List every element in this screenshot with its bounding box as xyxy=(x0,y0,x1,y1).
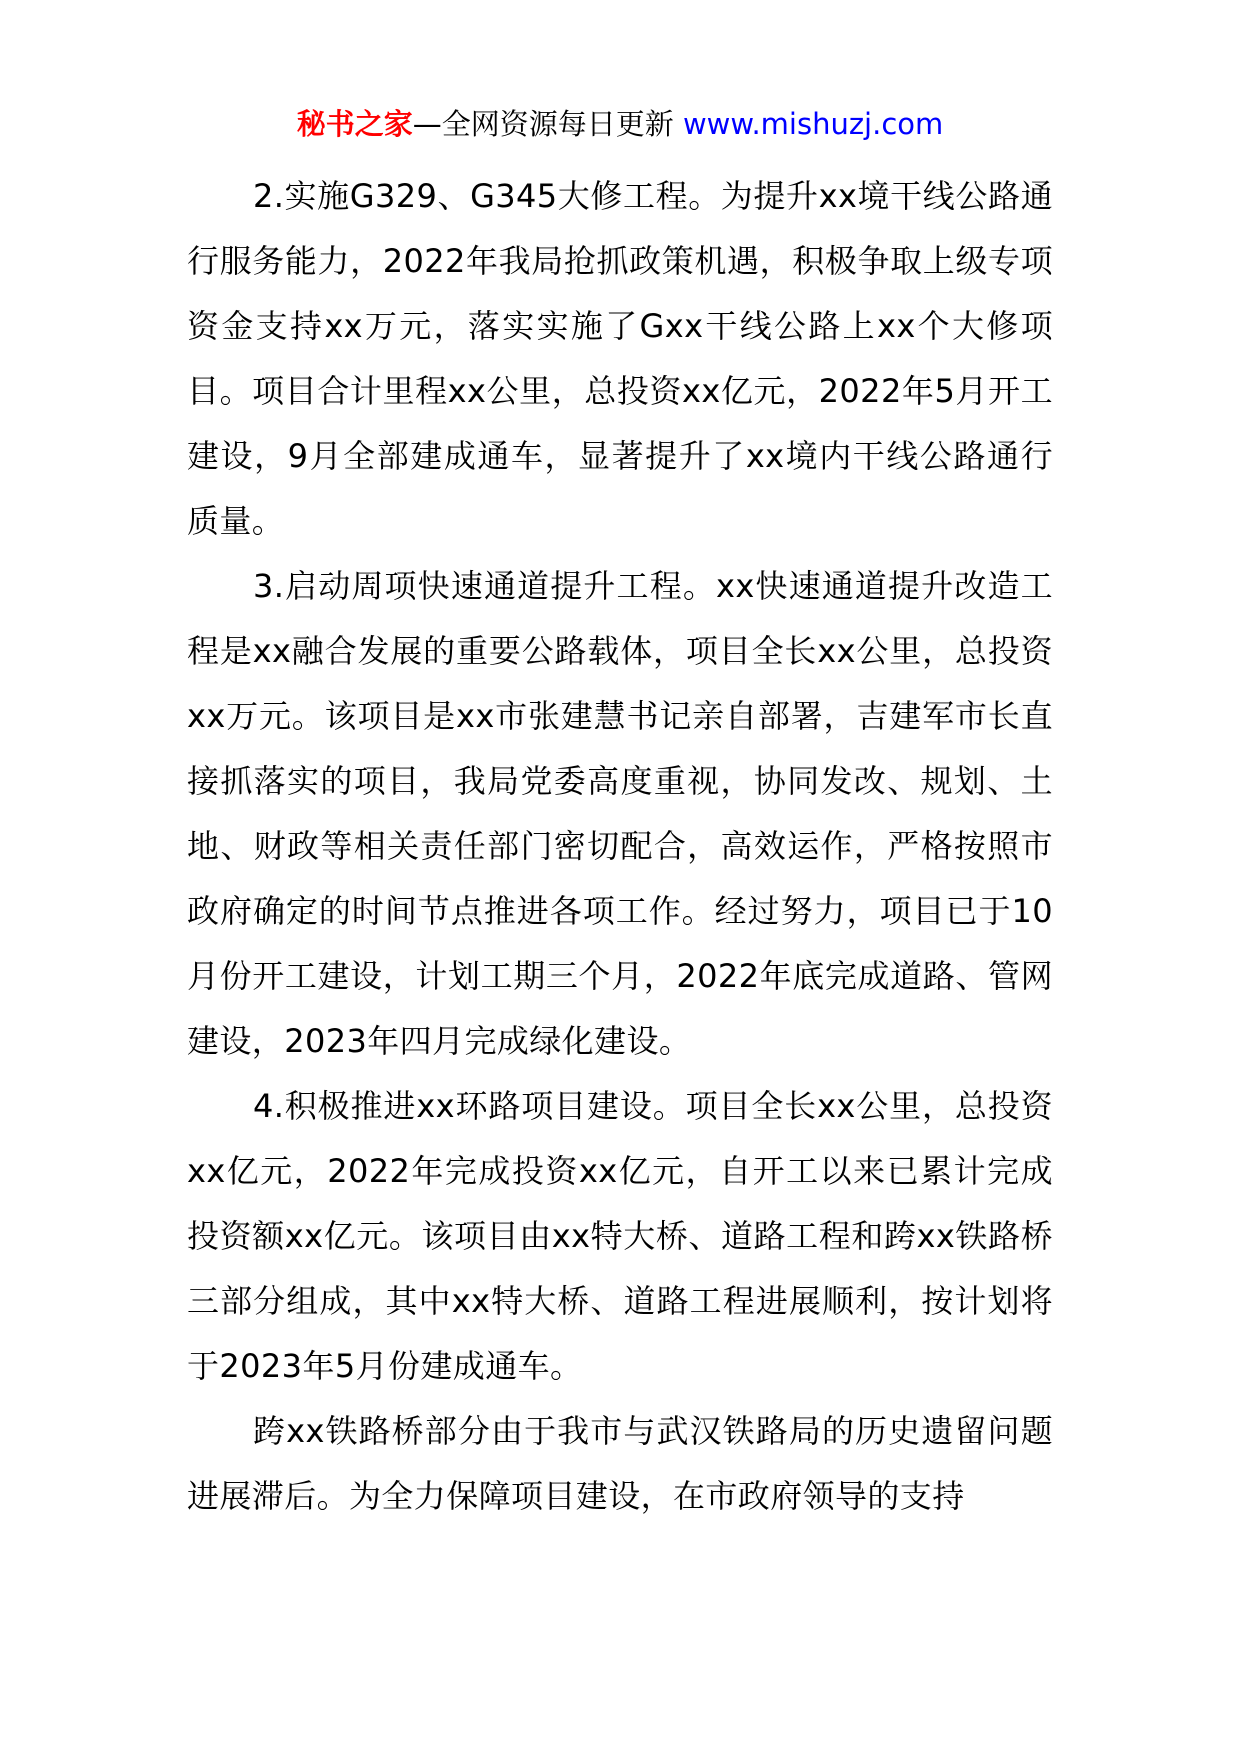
brand-name: 秘书之家 xyxy=(296,107,413,141)
paragraph-railway-bridge: 跨xx铁路桥部分由于我市与武汉铁路局的历史遗留问题进展滞后。为全力保障项目建设，在市政府领导的支持 xyxy=(187,1412,1053,1515)
page-header xyxy=(0,104,1240,144)
header-tagline: —全网资源每日更新 xyxy=(412,107,674,141)
website-link[interactable]: www.mishuzj.com xyxy=(682,107,944,141)
document-body xyxy=(187,164,1053,1529)
paragraph-project-4: 4.积极推进xx环路项目建设。项目全长xx公里，总投资xx亿元，2022年完成投资xx亿元，自开工以来已累计完成投资额xx亿元。该项目由xx特大桥、道路工程和跨xx铁路桥三部分组成，其中xx特大桥、道路工程进展顺利，按计划将于2023年5月份建成通车。 xyxy=(187,1087,1053,1385)
paragraph-project-3: 3.启动周项快速通道提升工程。xx快速通道提升改造工程是xx融合发展的重要公路载体，项目全长xx公里，总投资xx万元。该项目是xx市张建慧书记亲自部署，吉建军市长直接抓落实的项目，我局党委高度重视，协同发改、规划、土地、财政等相关责任部门密切配合，高效运作，严格按照市政府确定的时间节点推进各项工作。经过努力，项目已于10月份开工建设，计划工期三个月，2022年底完成道路、管网建设，2023年四月完成绿化建设。 xyxy=(187,567,1053,1060)
paragraph-project-2: 2.实施G329、G345大修工程。为提升xx境干线公路通行服务能力，2022年我局抢抓政策机遇，积极争取上级专项资金支持xx万元，落实实施了Gxx干线公路上xx个大修项目。项目合计里程xx公里，总投资xx亿元，2022年5月开工建设，9月全部建成通车，显著提升了xx境内干线公路通行质量。 xyxy=(187,177,1053,540)
